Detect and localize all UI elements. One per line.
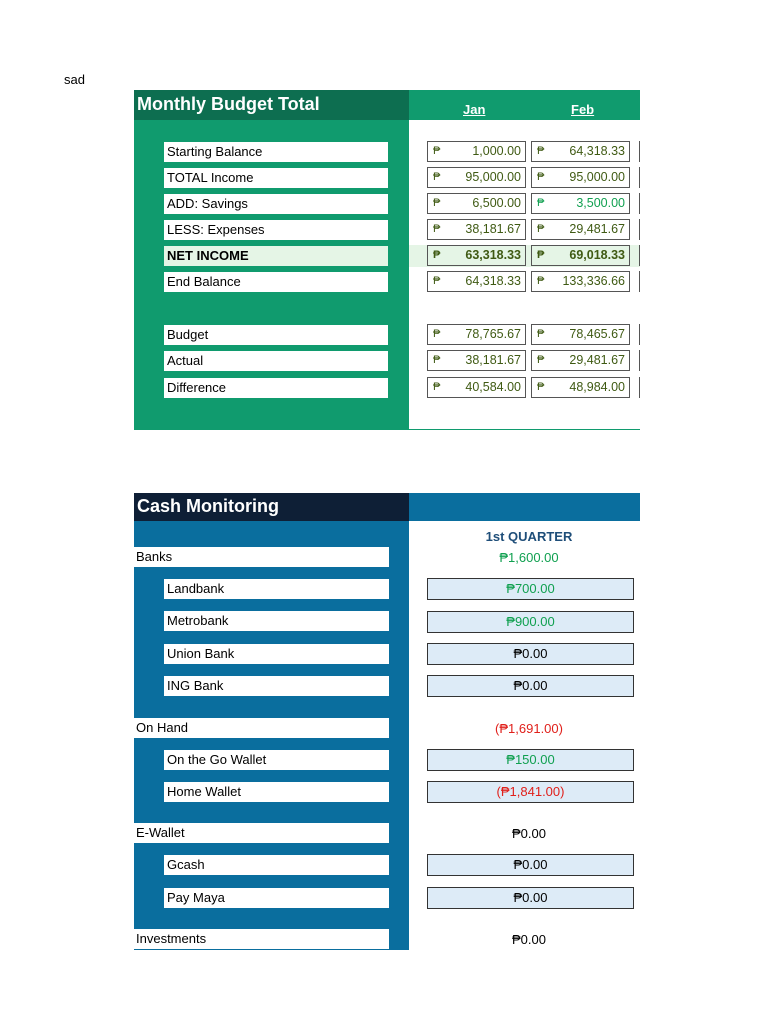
month-header (409, 90, 640, 120)
feb-end-balance[interactable]: ₱ 133,336.66 (531, 271, 630, 292)
next-column-edge (639, 271, 640, 292)
label-on-the-go-wallet: On the Go Wallet (164, 750, 389, 770)
gcash-value[interactable]: ₱0.00 (427, 854, 634, 876)
e-wallet-total: ₱0.00 (512, 826, 546, 841)
union-bank-value[interactable]: ₱0.00 (427, 643, 634, 665)
label-end-balance: End Balance (164, 272, 388, 292)
label-starting-balance: Starting Balance (164, 142, 388, 162)
jan-end-balance[interactable]: ₱ 64,318.33 (427, 271, 526, 292)
label-difference: Difference (164, 378, 388, 398)
jan-net-income[interactable]: ₱ 63,318.33 (427, 245, 526, 266)
label-actual: Actual (164, 351, 388, 371)
feb-difference[interactable]: ₱ 48,984.00 (531, 377, 630, 398)
label-add-savings: ADD: Savings (164, 194, 388, 214)
budget-title: Monthly Budget Total (137, 94, 320, 114)
feb-total-income[interactable]: ₱ 95,000.00 (531, 167, 630, 188)
landbank-value[interactable]: ₱700.00 (427, 578, 634, 600)
next-column-edge (639, 219, 640, 240)
category-investments: Investments (134, 929, 389, 949)
feb-budget[interactable]: ₱ 78,465.67 (531, 324, 630, 345)
next-column-edge (639, 245, 640, 266)
category-on-hand: On Hand (134, 718, 389, 738)
next-column-edge (639, 167, 640, 188)
label-total-income: TOTAL Income (164, 168, 388, 188)
label-metrobank: Metrobank (164, 611, 389, 631)
jan-actual[interactable]: ₱ 38,181.67 (427, 350, 526, 371)
month-jan: Jan (463, 102, 486, 117)
next-column-edge (639, 193, 640, 214)
feb-net-income[interactable]: ₱ 69,018.33 (531, 245, 630, 266)
label-net-income: NET INCOME (164, 246, 388, 266)
pay-maya-value[interactable]: ₱0.00 (427, 887, 634, 909)
category-banks: Banks (134, 547, 389, 567)
label-pay-maya: Pay Maya (164, 888, 389, 908)
page-note: sad (64, 72, 85, 87)
quarter-label: 1st QUARTER (485, 529, 573, 544)
label-ing-bank: ING Bank (164, 676, 389, 696)
jan-starting-balance[interactable]: ₱ 1,000.00 (427, 141, 526, 162)
budget-bottom-line (409, 429, 640, 430)
next-column-edge (639, 377, 640, 398)
feb-less-expenses[interactable]: ₱ 29,481.67 (531, 219, 630, 240)
label-gcash: Gcash (164, 855, 389, 875)
on-hand-total: (₱1,691.00) (495, 721, 563, 736)
jan-less-expenses[interactable]: ₱ 38,181.67 (427, 219, 526, 240)
metrobank-value[interactable]: ₱900.00 (427, 611, 634, 633)
month-feb: Feb (571, 102, 595, 117)
label-home-wallet: Home Wallet (164, 782, 389, 802)
feb-actual[interactable]: ₱ 29,481.67 (531, 350, 630, 371)
jan-difference[interactable]: ₱ 40,584.00 (427, 377, 526, 398)
category-e-wallet: E-Wallet (134, 823, 389, 843)
ing-bank-value[interactable]: ₱0.00 (427, 675, 634, 697)
cash-header-right (409, 493, 640, 521)
label-union-bank: Union Bank (164, 644, 389, 664)
home-wallet-value[interactable]: (₱1,841.00) (427, 781, 634, 803)
banks-total: ₱1,600.00 (499, 550, 559, 565)
on-the-go-wallet-value[interactable]: ₱150.00 (427, 749, 634, 771)
next-column-edge (639, 324, 640, 345)
label-budget: Budget (164, 325, 388, 345)
jan-add-savings[interactable]: ₱ 6,500.00 (427, 193, 526, 214)
cash-title: Cash Monitoring (137, 496, 279, 516)
next-column-edge (639, 350, 640, 371)
feb-starting-balance[interactable]: ₱ 64,318.33 (531, 141, 630, 162)
investments-total: ₱0.00 (512, 932, 546, 947)
label-less-expenses: LESS: Expenses (164, 220, 388, 240)
label-landbank: Landbank (164, 579, 389, 599)
jan-budget[interactable]: ₱ 78,765.67 (427, 324, 526, 345)
jan-total-income[interactable]: ₱ 95,000.00 (427, 167, 526, 188)
next-column-edge (639, 141, 640, 162)
feb-add-savings[interactable]: ₱ 3,500.00 (531, 193, 630, 214)
